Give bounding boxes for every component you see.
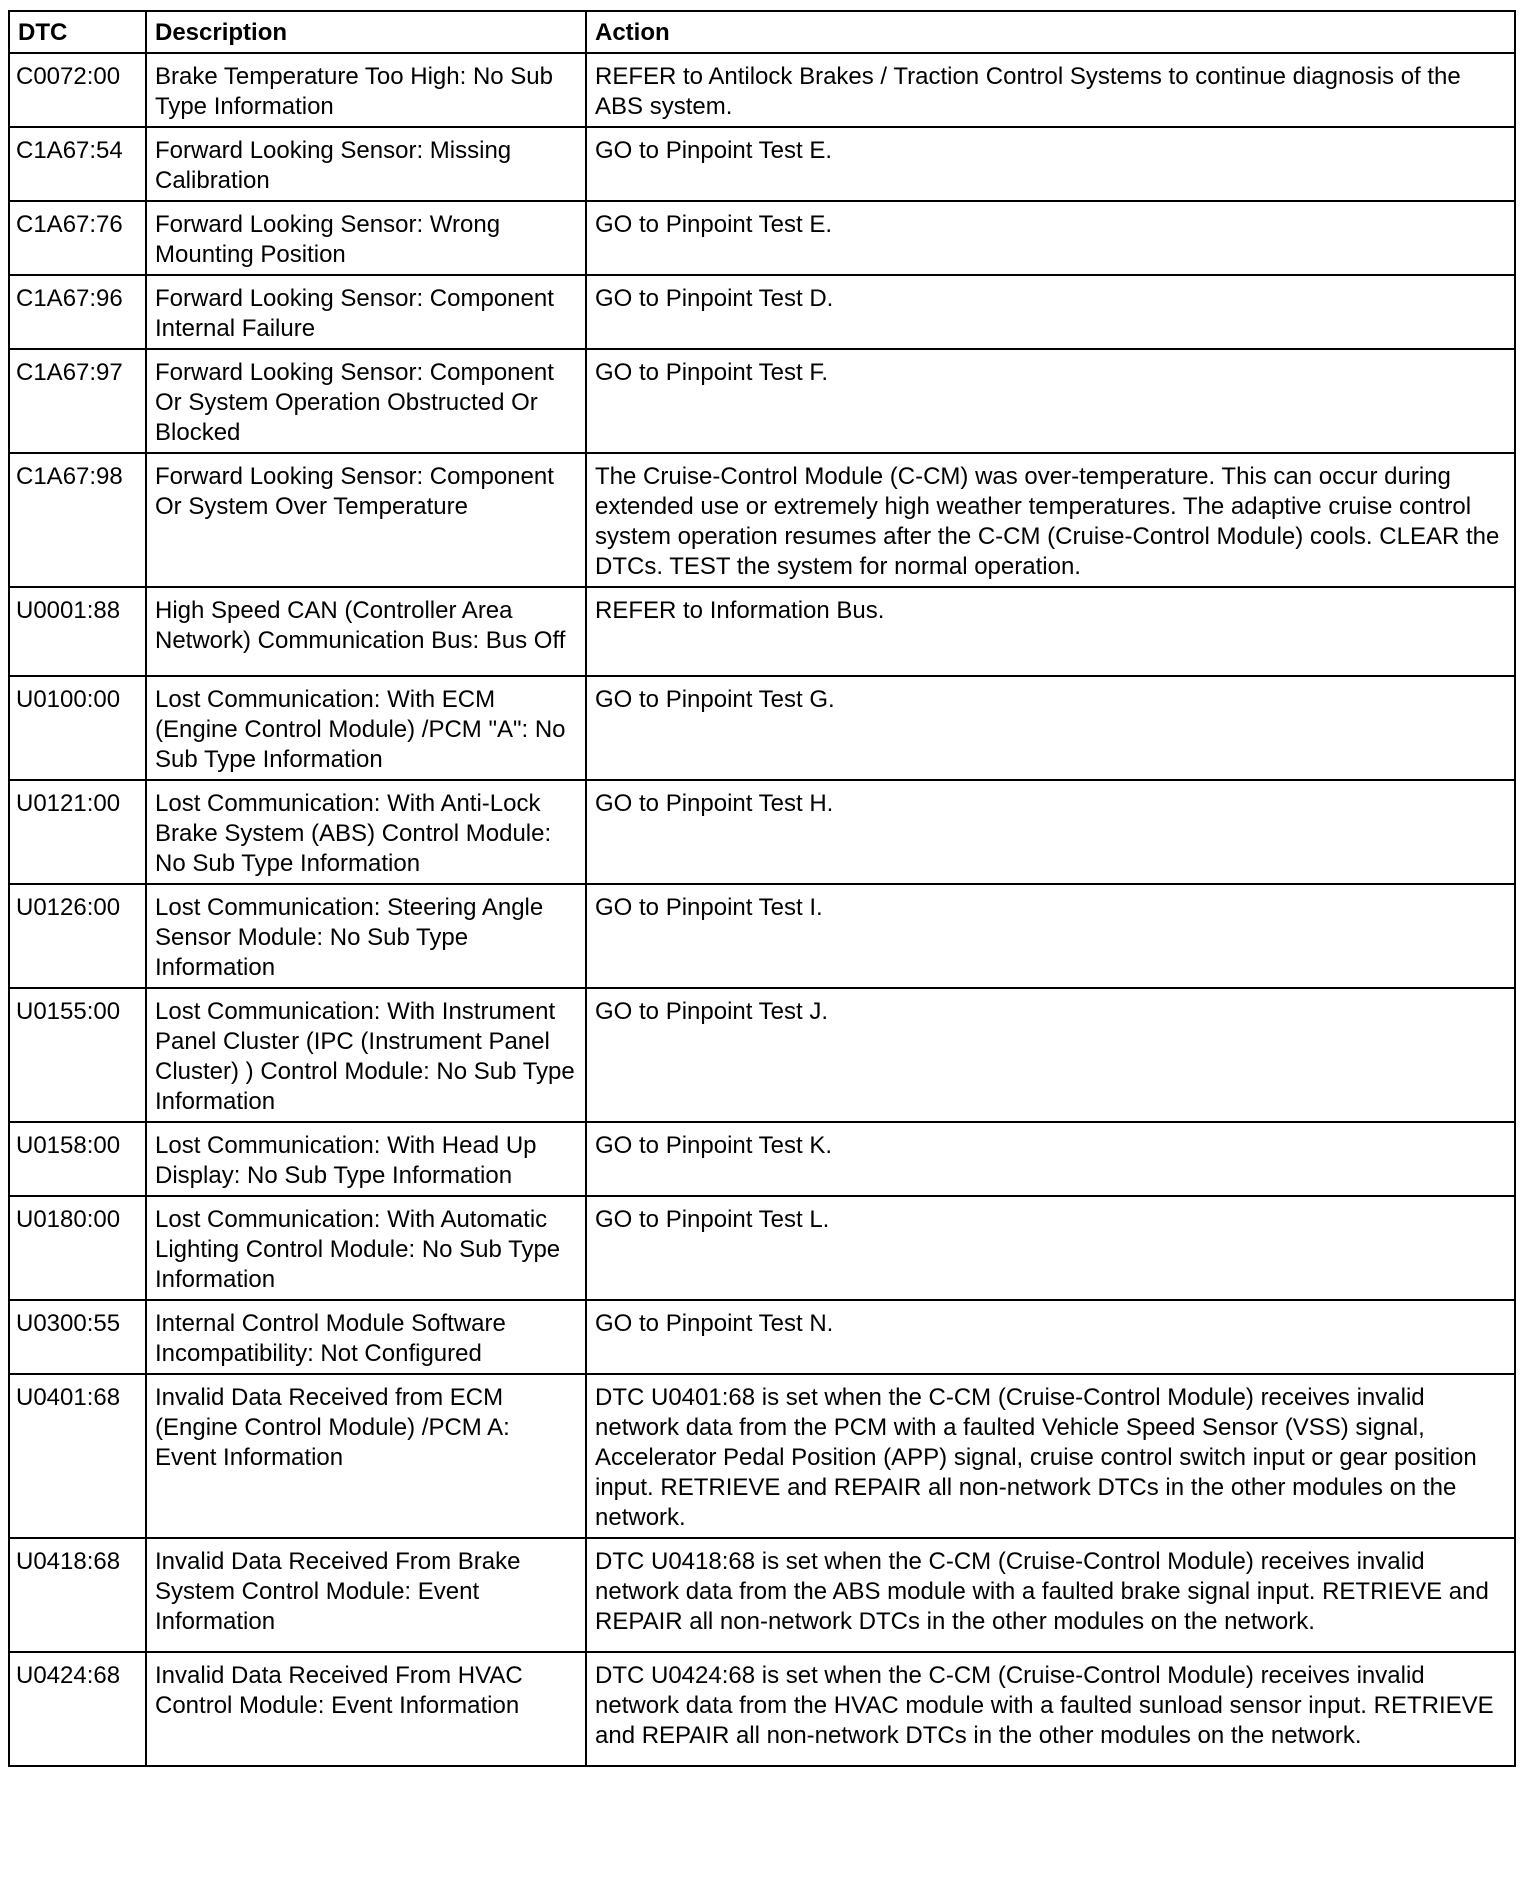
action-cell: GO to Pinpoint Test H. (586, 780, 1515, 884)
table-row (9, 1538, 1515, 1652)
dtc-code-cell: U0126:00 (9, 884, 146, 988)
description-cell: Invalid Data Received from ECM (Engine Control Module) /PCM A: Event Information (146, 1374, 586, 1538)
description-cell: Lost Communication: With ECM (Engine Control Module) /PCM "A": No Sub Type Information (146, 676, 586, 780)
action-cell: GO to Pinpoint Test G. (586, 676, 1515, 780)
dtc-code-cell: U0180:00 (9, 1196, 146, 1300)
action-cell: GO to Pinpoint Test N. (586, 1300, 1515, 1374)
description-cell: Internal Control Module Software Incompatibility: Not Configured (146, 1300, 586, 1374)
dtc-code-cell: U0100:00 (9, 676, 146, 780)
description-cell: Lost Communication: With Head Up Display: No Sub Type Information (146, 1122, 586, 1196)
dtc-code-cell: U0121:00 (9, 780, 146, 884)
dtc-code-cell: C1A67:98 (9, 453, 146, 587)
header-action: Action (586, 11, 1515, 53)
description-cell: Forward Looking Sensor: Missing Calibration (146, 127, 586, 201)
table-row (9, 780, 1515, 884)
dtc-table (8, 10, 1516, 1767)
action-cell: GO to Pinpoint Test L. (586, 1196, 1515, 1300)
table-header (9, 11, 1515, 53)
header-row (9, 11, 1515, 53)
dtc-code-cell: U0418:68 (9, 1538, 146, 1652)
dtc-code-cell: C1A67:54 (9, 127, 146, 201)
table-row (9, 127, 1515, 201)
action-cell: REFER to Antilock Brakes / Traction Control Systems to continue diagnosis of the ABS system. (586, 53, 1515, 127)
description-cell: Lost Communication: With Instrument Panel Cluster (IPC (Instrument Panel Cluster) ) Control Module: No Sub Type Information (146, 988, 586, 1122)
description-cell: Forward Looking Sensor: Component Or System Operation Obstructed Or Blocked (146, 349, 586, 453)
action-cell: GO to Pinpoint Test E. (586, 201, 1515, 275)
dtc-code-cell: C0072:00 (9, 53, 146, 127)
table-row (9, 453, 1515, 587)
description-cell: Invalid Data Received From HVAC Control Module: Event Information (146, 1652, 586, 1766)
table-row (9, 676, 1515, 780)
action-cell: GO to Pinpoint Test F. (586, 349, 1515, 453)
description-cell: Forward Looking Sensor: Component Internal Failure (146, 275, 586, 349)
dtc-code-cell: C1A67:76 (9, 201, 146, 275)
description-cell: Forward Looking Sensor: Component Or System Over Temperature (146, 453, 586, 587)
dtc-code-cell: U0155:00 (9, 988, 146, 1122)
table-row (9, 1652, 1515, 1766)
description-cell: Brake Temperature Too High: No Sub Type Information (146, 53, 586, 127)
table-row (9, 988, 1515, 1122)
table-row (9, 349, 1515, 453)
dtc-code-cell: U0401:68 (9, 1374, 146, 1538)
dtc-code-cell: C1A67:97 (9, 349, 146, 453)
action-cell: GO to Pinpoint Test I. (586, 884, 1515, 988)
table-row (9, 1374, 1515, 1538)
dtc-code-cell: U0424:68 (9, 1652, 146, 1766)
table-row (9, 884, 1515, 988)
table-row (9, 53, 1515, 127)
table-row (9, 1122, 1515, 1196)
action-cell: The Cruise-Control Module (C-CM) was over-temperature. This can occur during extended use or extremely high weather temperatures. The adaptive cruise control system operation resumes after the C-CM (Cruise-Control Module) cools. CLEAR the DTCs. TEST the system for normal operation. (586, 453, 1515, 587)
dtc-code-cell: C1A67:96 (9, 275, 146, 349)
action-cell: GO to Pinpoint Test J. (586, 988, 1515, 1122)
description-cell: Lost Communication: Steering Angle Sensor Module: No Sub Type Information (146, 884, 586, 988)
description-cell: Forward Looking Sensor: Wrong Mounting Position (146, 201, 586, 275)
description-cell: Lost Communication: With Anti-Lock Brake System (ABS) Control Module: No Sub Type Information (146, 780, 586, 884)
action-cell: DTC U0401:68 is set when the C-CM (Cruise-Control Module) receives invalid network data from the PCM with a faulted Vehicle Speed Sensor (VSS) signal, Accelerator Pedal Position (APP) signal, cruise control switch input or gear position input. RETRIEVE and REPAIR all non-network DTCs in the other modules on the network. (586, 1374, 1515, 1538)
dtc-code-cell: U0300:55 (9, 1300, 146, 1374)
action-cell: GO to Pinpoint Test E. (586, 127, 1515, 201)
dtc-code-cell: U0158:00 (9, 1122, 146, 1196)
table-body (9, 53, 1515, 1766)
table-row (9, 1300, 1515, 1374)
action-cell: GO to Pinpoint Test K. (586, 1122, 1515, 1196)
header-dtc: DTC (9, 11, 146, 53)
table-row (9, 201, 1515, 275)
action-cell: REFER to Information Bus. (586, 587, 1515, 676)
description-cell: High Speed CAN (Controller Area Network) Communication Bus: Bus Off (146, 587, 586, 676)
description-cell: Lost Communication: With Automatic Lighting Control Module: No Sub Type Information (146, 1196, 586, 1300)
table-row (9, 275, 1515, 349)
dtc-code-cell: U0001:88 (9, 587, 146, 676)
action-cell: GO to Pinpoint Test D. (586, 275, 1515, 349)
header-description: Description (146, 11, 586, 53)
table-row (9, 587, 1515, 676)
table-row (9, 1196, 1515, 1300)
description-cell: Invalid Data Received From Brake System Control Module: Event Information (146, 1538, 586, 1652)
action-cell: DTC U0418:68 is set when the C-CM (Cruise-Control Module) receives invalid network data from the ABS module with a faulted brake signal input. RETRIEVE and REPAIR all non-network DTCs in the other modules on the network. (586, 1538, 1515, 1652)
action-cell: DTC U0424:68 is set when the C-CM (Cruise-Control Module) receives invalid network data from the HVAC module with a faulted sunload sensor input. RETRIEVE and REPAIR all non-network DTCs in the other modules on the network. (586, 1652, 1515, 1766)
